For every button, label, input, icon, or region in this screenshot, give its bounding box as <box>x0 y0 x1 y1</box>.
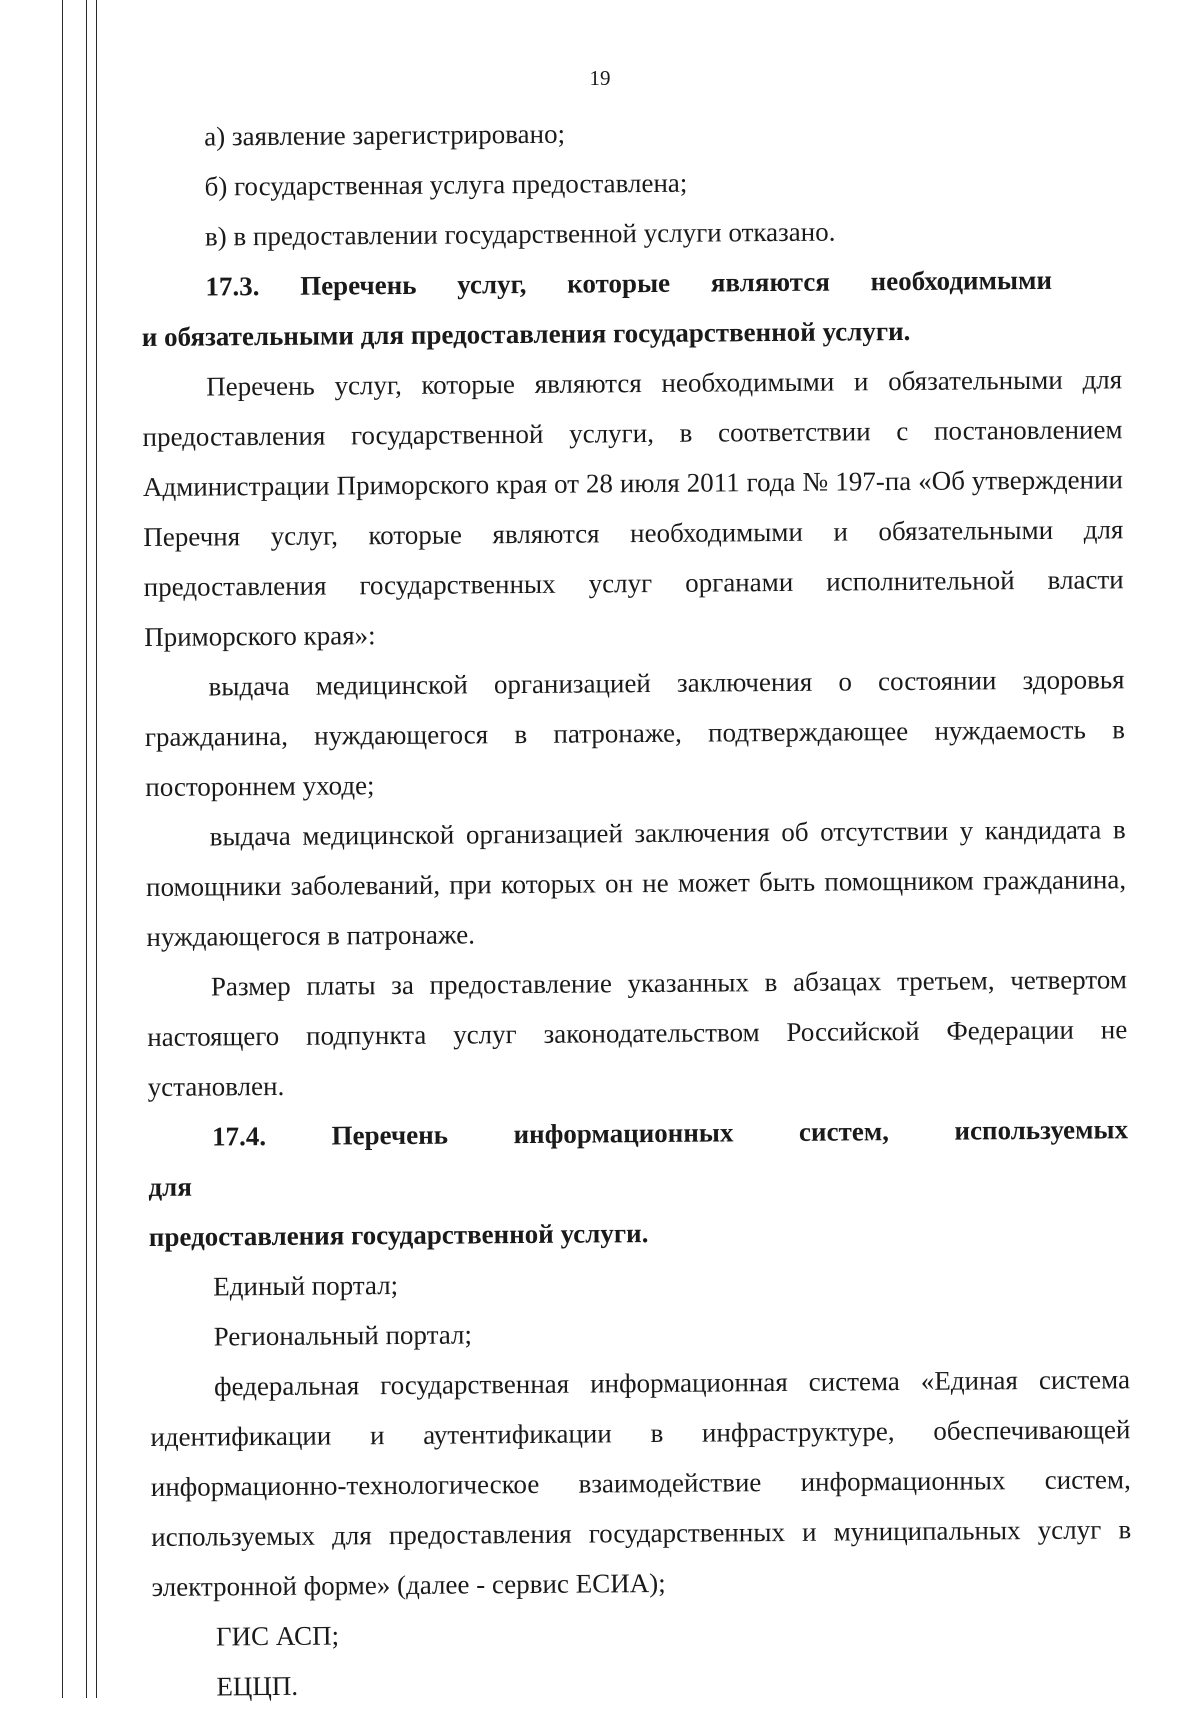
paragraph: Размер платы за предоставление указанных в абзацах третьем, четвертом настоящего подпункта услуг законодательством Российской Федерации не установлен. <box>147 964 1128 1102</box>
section-heading-17-4: 17.4. Перечень информационных систем, используемых для <box>148 1114 1129 1202</box>
paragraph: федеральная государственная информационная система «Единая система идентификации и аутентификации в инфраструктуре, обеспечивающей информационно-технологическое взаимодействие информационных систем, используемых для предоставления государственных и муниципальных услуг в электронной форме» (далее - сервис ЕСИА); <box>150 1364 1132 1602</box>
section-heading-17-3-cont: и обязательными для предоставления государственной услуги. <box>141 315 911 352</box>
list-item-a: а) заявление зарегистрировано; <box>204 118 566 152</box>
paragraph: Перечень услуг, которые являются необходимыми и обязательными для предоставления государственной услуги, в соответствии с постановлением Администрации Приморского края от 28 июля 2011 года № 197-па «Об утверждении Перечня услуг, которые являются необходимыми и обязательными для предоставления государственных услуг органами исполнительной власти Приморского края»: <box>142 364 1124 652</box>
section-heading-17-3: 17.3. Перечень услуг, которые являются необходимыми <box>205 264 1053 302</box>
binding-line <box>96 0 97 1698</box>
paragraph: выдача медицинской организацией заключения об отсутствии у кандидата в помощники заболеваний, при которых он не может быть помощником гражданина, нуждающегося в патронаже. <box>145 814 1127 952</box>
paragraph: выдача медицинской организацией заключения о состоянии здоровья гражданина, нуждающегося в патронаже, подтверждающее нуждаемость в постороннем уходе; <box>144 664 1125 802</box>
list-item: Единый портал; <box>213 1270 399 1302</box>
binding-line <box>62 0 63 1698</box>
binding-line <box>86 0 87 1698</box>
list-item-c: в) в предоставлении государственной услуги отказано. <box>204 216 836 252</box>
section-heading-17-4-cont: предоставления государственной услуги. <box>148 1218 649 1252</box>
list-item: ЕЦЦП. <box>216 1670 299 1702</box>
list-item-b: б) государственная услуга предоставлена; <box>204 167 688 202</box>
list-item: ГИС АСП; <box>215 1620 340 1652</box>
document-body <box>140 104 1133 1712</box>
page-number: 19 <box>589 66 611 90</box>
list-item: Региональный портал; <box>213 1319 473 1352</box>
